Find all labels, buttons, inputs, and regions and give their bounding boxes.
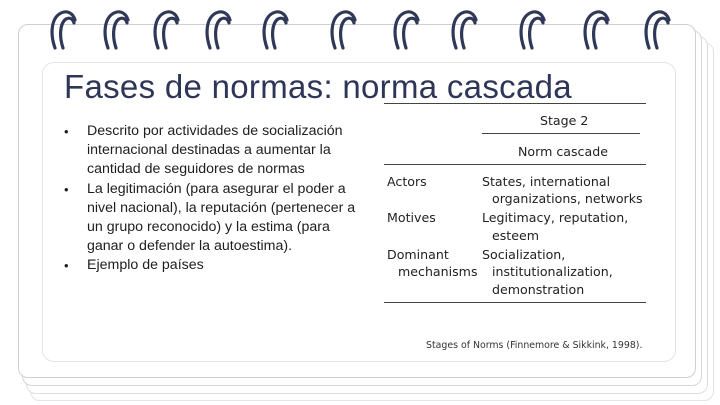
table-rule-top bbox=[384, 103, 646, 104]
binder-ring-icon bbox=[391, 8, 421, 50]
row-value-mechanisms-line3: demonstration bbox=[492, 282, 585, 297]
slide-title: Fases de normas: norma cascada bbox=[64, 68, 572, 105]
binder-ring-icon bbox=[581, 8, 611, 50]
stage-name: Norm cascade bbox=[518, 144, 608, 159]
bullet-list bbox=[64, 122, 364, 276]
bullet-item: • Descrito por actividades de socialización internacional destinadas a aumentar la cantidad de seguidores de normas bbox=[64, 122, 364, 180]
row-label-actors: Actors bbox=[387, 174, 427, 189]
binder-ring-icon bbox=[517, 8, 547, 50]
row-value-motives-line2: esteem bbox=[492, 228, 540, 243]
binder-ring-icon bbox=[642, 8, 672, 50]
figure-caption: Stages of Norms (Finnemore & Sikkink, 1998). bbox=[426, 340, 643, 351]
binder-ring-icon bbox=[151, 8, 181, 50]
binder-ring-icon bbox=[203, 8, 233, 50]
table-rule-stage bbox=[482, 133, 640, 134]
binder-ring-icon bbox=[48, 8, 78, 50]
table-rule-bottom bbox=[384, 302, 646, 303]
stage-label: Stage 2 bbox=[540, 113, 589, 128]
binder-ring-icon bbox=[260, 8, 290, 50]
row-label-motives: Motives bbox=[387, 210, 436, 225]
binder-ring-icon bbox=[328, 8, 358, 50]
row-value-mechanisms-line1: Socialization, bbox=[482, 247, 566, 262]
row-value-actors-line2: organizations, networks bbox=[492, 191, 643, 206]
row-label-mechanisms-line1: Dominant bbox=[387, 247, 449, 262]
table-rule-header bbox=[384, 164, 646, 165]
row-value-motives-line1: Legitimacy, reputation, bbox=[482, 210, 629, 225]
row-label-mechanisms-line2: mechanisms bbox=[398, 264, 478, 279]
row-value-actors-line1: States, international bbox=[482, 174, 611, 189]
bullet-item: • La legitimación (para asegurar el poder a nivel nacional), la reputación (pertenecer a un grupo reconocido) y la estima (para ganar o defender la autoestima). bbox=[64, 180, 364, 257]
binder-ring-icon bbox=[449, 8, 479, 50]
bullet-item: • Ejemplo de países bbox=[64, 256, 364, 275]
row-value-mechanisms-line2: institutionalization, bbox=[492, 264, 613, 279]
norm-stages-table bbox=[384, 103, 646, 303]
binder-ring-icon bbox=[101, 8, 131, 50]
binder-rings bbox=[0, 0, 720, 60]
